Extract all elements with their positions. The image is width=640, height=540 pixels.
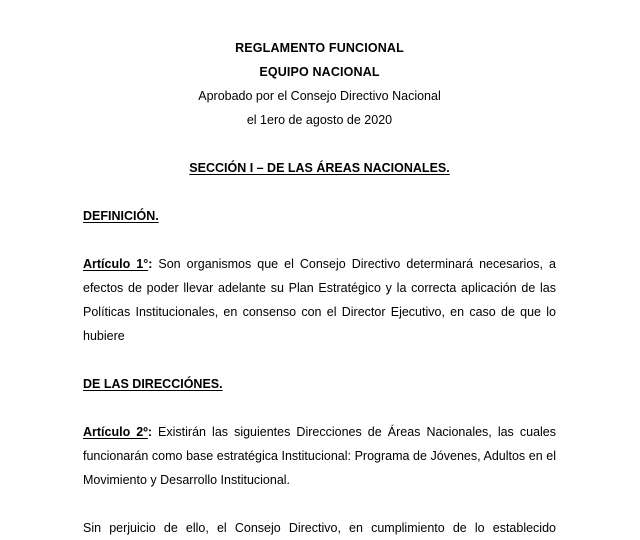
- article-2-paragraph: [83, 420, 556, 492]
- subheading-definicion-text: DEFINICIÓN.: [83, 209, 159, 223]
- article-2-label-colon: :: [147, 425, 152, 439]
- section-heading-text: SECCIÓN I – DE LAS ÁREAS NACIONALES.: [189, 161, 450, 175]
- article-1-text: Son organismos que el Consejo Directivo determinará necesarios, a efectos de poder llevar adelante su Plan Estratégico y la correcta aplicación de las Políticas Institucionales, en consenso con el Director Ejecutivo, en caso de que lo hubiere: [83, 257, 556, 343]
- subheading-definicion: [83, 204, 556, 228]
- section-heading: [83, 156, 556, 180]
- subheading-direcciones-text: DE LAS DIRECCIÓNES.: [83, 377, 223, 391]
- closing-paragraph-text: Sin perjuicio de ello, el Consejo Directivo, en cumplimiento de lo establecido: [83, 521, 556, 535]
- article-1-label-colon: :: [148, 257, 153, 271]
- closing-paragraph: [83, 516, 556, 540]
- document-title-line-3: Aprobado por el Consejo Directivo Nacional: [198, 89, 441, 103]
- document-title-line-1: REGLAMENTO FUNCIONAL: [235, 41, 404, 55]
- article-1-paragraph: [83, 252, 556, 348]
- document-body: [83, 0, 556, 540]
- article-1-label: Artículo 1°: [83, 257, 149, 271]
- document-title-line-4: el 1ero de agosto de 2020: [246, 113, 393, 127]
- subheading-direcciones: [83, 372, 556, 396]
- document-title-line-2: EQUIPO NACIONAL: [259, 65, 380, 79]
- article-2-label: Artículo 2º: [83, 425, 148, 439]
- article-2-text: Existirán las siguientes Direcciones de Áreas Nacionales, las cuales funcionarán como base estratégica Institucional: Programa de Jóvenes, Adultos en el Movimiento y Desarrollo Institucional.: [83, 425, 556, 487]
